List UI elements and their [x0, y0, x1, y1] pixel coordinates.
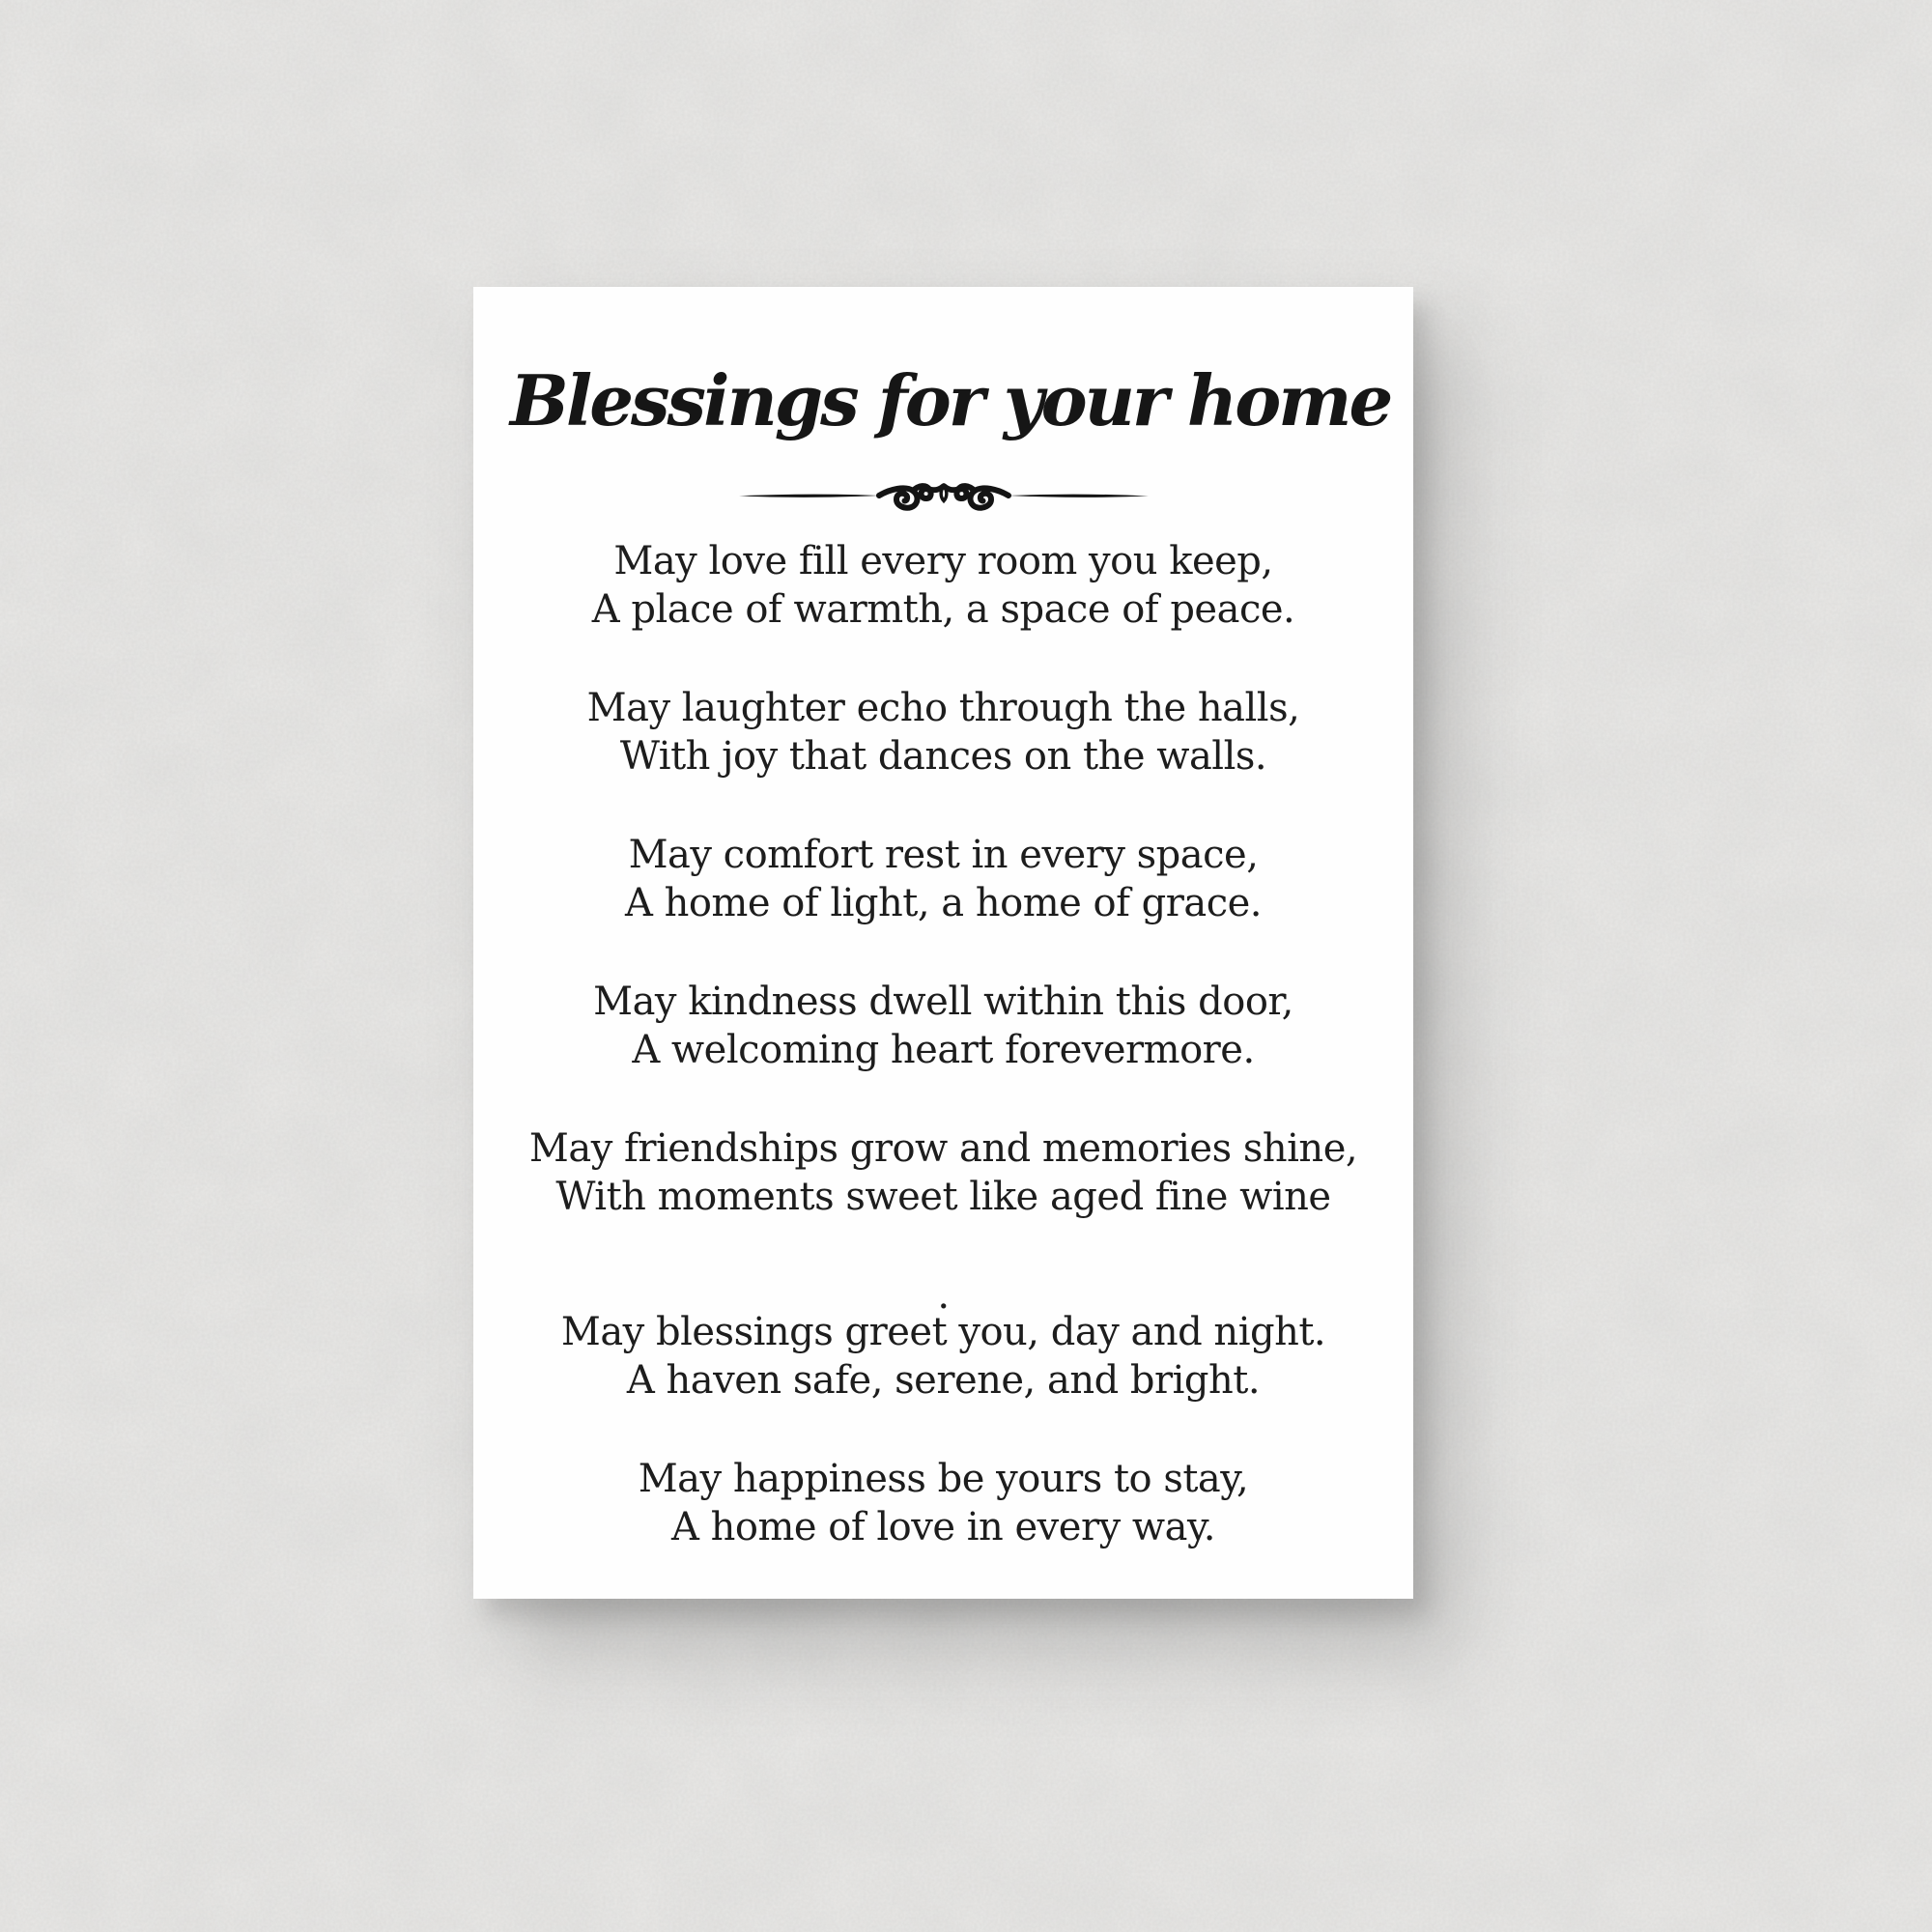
poem-line: A home of love in every way. [671, 1505, 1215, 1549]
stanza-4 [510, 978, 1377, 1074]
stanza-6 [510, 1308, 1377, 1405]
poem-card [473, 287, 1413, 1599]
poem-line: A haven safe, serene, and bright. [626, 1358, 1261, 1403]
stanza-2 [510, 684, 1377, 781]
poem-line: May comfort rest in every space, [628, 833, 1259, 877]
poem-line: A welcoming heart forevermore. [632, 1028, 1255, 1072]
poem-line: May love fill every room you keep, [613, 539, 1273, 583]
poem-line: May blessings greet you, day and night. [560, 1310, 1326, 1354]
poem-line: May happiness be yours to stay, [638, 1457, 1249, 1501]
stanza-3 [510, 831, 1377, 927]
poem-line: . [937, 1273, 950, 1318]
poem-line: May friendships grow and memories shine, [528, 1126, 1358, 1171]
poem-line: A home of light, a home of grace. [624, 881, 1262, 925]
flourish-divider-icon [736, 474, 1151, 518]
poem-line: A place of warmth, a space of peace. [591, 587, 1295, 632]
stanza-5 [510, 1124, 1377, 1221]
poem-title: Blessings for your home [510, 359, 1391, 441]
poem-line: With moments sweet like aged fine wine [555, 1175, 1331, 1219]
poem-line: May laughter echo through the halls, [586, 686, 1300, 730]
stanza-7 [510, 1455, 1377, 1551]
stanza-1 [510, 537, 1377, 634]
poem-line: May kindness dwell within this door, [593, 980, 1293, 1024]
poem-body [510, 537, 1377, 1551]
poem-line: With joy that dances on the walls. [619, 734, 1267, 779]
